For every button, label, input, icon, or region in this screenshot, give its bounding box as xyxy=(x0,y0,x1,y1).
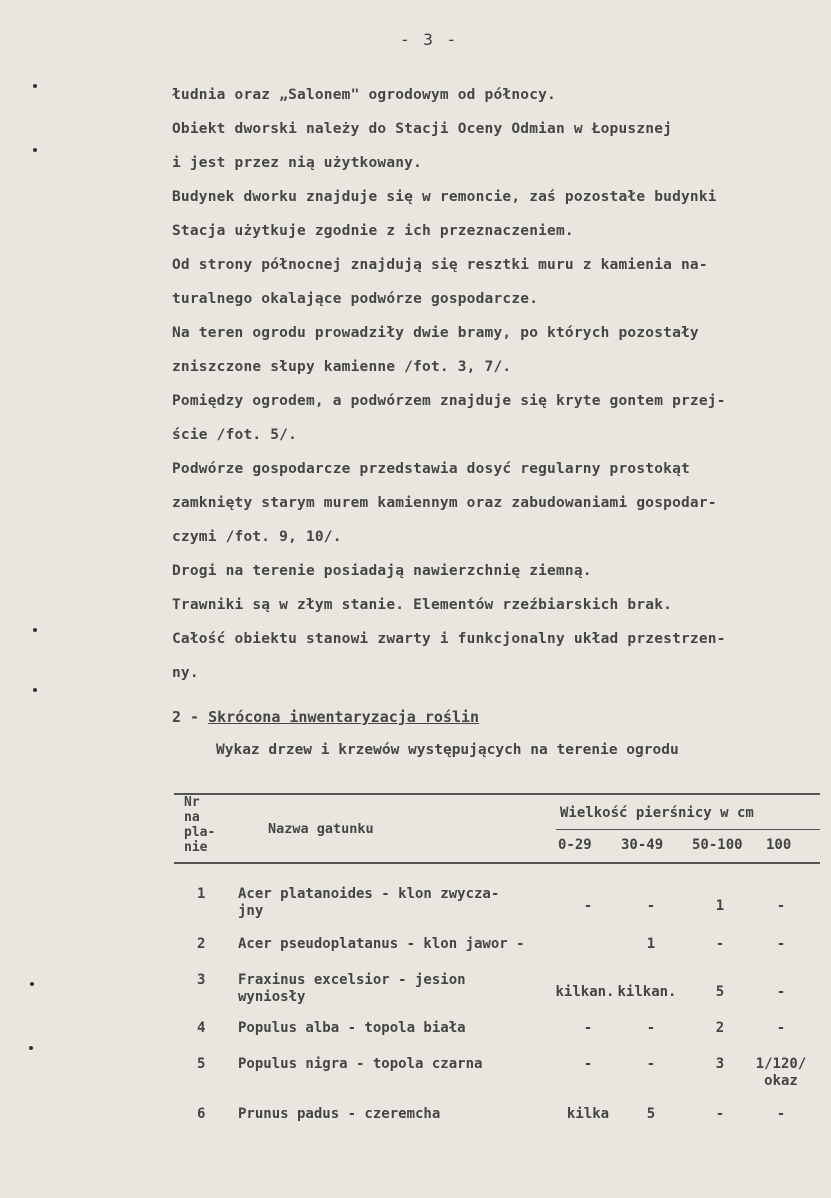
text-line: Na teren ogrodu prowadziły dwie bramy, po których pozostały xyxy=(172,325,699,341)
text-line: ście /fot. 5/. xyxy=(172,427,298,443)
text-line: Pomiędzy ogrodem, a podwórzem znajduje się kryte gontem przej- xyxy=(172,393,726,409)
diameter-value: 1 xyxy=(715,898,725,914)
text-line: Stacja użytkuje zgodnie z ich przeznaczeniem. xyxy=(172,223,574,239)
section-subtitle: Wykaz drzew i krzewów występujących na terenie ogrodu xyxy=(216,742,679,758)
table-subheader-rule xyxy=(556,829,820,830)
text-line: czymi /fot. 9, 10/. xyxy=(172,529,342,545)
species-name: Acer pseudoplatanus - klon jawor - xyxy=(238,936,525,952)
diameter-value: - xyxy=(583,1020,593,1036)
diameter-value: - xyxy=(646,1020,656,1036)
page-number: - 3 - xyxy=(400,30,459,49)
diameter-value: - xyxy=(776,1020,786,1036)
header-col-50-100: 50-100 xyxy=(692,837,743,853)
margin-dot xyxy=(33,688,37,692)
row-number: 6 xyxy=(197,1106,206,1122)
section-heading xyxy=(172,708,479,726)
body-text xyxy=(172,78,812,690)
diameter-value: - xyxy=(715,1106,725,1122)
header-nr: Nr na pla- nie xyxy=(184,795,216,855)
diameter-value: - xyxy=(776,984,786,1000)
text-line: Podwórze gospodarcze przedstawia dosyć regularny prostokąt xyxy=(172,461,690,477)
text-line: turalnego okalające podwórze gospodarcze. xyxy=(172,291,539,307)
diameter-value: 2 xyxy=(715,1020,725,1036)
text-line: Całość obiektu stanowi zwarty i funkcjonalny układ przestrzen- xyxy=(172,631,726,647)
margin-dot xyxy=(29,1046,33,1050)
diameter-value: kilka xyxy=(566,1106,610,1122)
diameter-value: 1 xyxy=(646,936,656,952)
diameter-value: 3 xyxy=(715,1056,725,1072)
diameter-value: - xyxy=(646,1056,656,1072)
diameter-value: - xyxy=(715,936,725,952)
table-top-rule xyxy=(174,793,820,795)
row-number: 1 xyxy=(197,886,206,902)
diameter-value: kilkan. xyxy=(555,984,615,1000)
header-col-100: 100 xyxy=(766,837,792,853)
text-line: Obiekt dworski należy do Stacji Oceny Odmian w Łopusznej xyxy=(172,121,673,137)
text-line: zniszczone słupy kamienne /fot. 3, 7/. xyxy=(172,359,512,375)
margin-dot xyxy=(30,982,34,986)
text-line: Od strony północnej znajdują się resztki muru z kamienia na- xyxy=(172,257,708,273)
text-line: Budynek dworku znajduje się w remoncie, zaś pozostałe budynki xyxy=(172,189,717,205)
text-line: zamknięty starym murem kamiennym oraz zabudowaniami gospodar- xyxy=(172,495,717,511)
header-name: Nazwa gatunku xyxy=(268,821,374,837)
diameter-value: - xyxy=(776,1106,786,1122)
row-number: 3 xyxy=(197,972,206,988)
text-line: i jest przez nią użytkowany. xyxy=(172,155,423,171)
section-title: Skrócona inwentaryzacja roślin xyxy=(208,708,480,726)
diameter-value: 1/120/ okaz xyxy=(755,1056,807,1089)
header-col-30-49: 30-49 xyxy=(621,837,664,853)
header-diameter: Wielkość pierśnicy w cm xyxy=(560,805,754,821)
diameter-value: - xyxy=(583,898,593,914)
text-line: Drogi na terenie posiadają nawierzchnię ziemną. xyxy=(172,563,592,579)
diameter-value: - xyxy=(646,898,656,914)
species-name: Fraxinus excelsior - jesion wyniosły xyxy=(238,972,466,1005)
row-number: 4 xyxy=(197,1020,206,1036)
section-prefix: 2 - xyxy=(172,708,209,726)
margin-dot xyxy=(33,84,37,88)
diameter-value: - xyxy=(776,936,786,952)
species-name: Populus alba - topola biała xyxy=(238,1020,466,1036)
diameter-value: 5 xyxy=(646,1106,656,1122)
diameter-value: - xyxy=(776,898,786,914)
species-name: Acer platanoides - klon zwycza- jny xyxy=(238,886,500,919)
margin-dot xyxy=(33,148,37,152)
table-header-bottom-rule xyxy=(174,862,820,864)
species-name: Prunus padus - czeremcha xyxy=(238,1106,441,1122)
text-line: Trawniki są w złym stanie. Elementów rzeźbiarskich brak. xyxy=(172,597,673,613)
row-number: 2 xyxy=(197,936,206,952)
diameter-value: kilkan. xyxy=(617,984,677,1000)
header-col-0-29: 0-29 xyxy=(558,837,592,853)
margin-dot xyxy=(33,628,37,632)
diameter-value: - xyxy=(583,1056,593,1072)
text-line: łudnia oraz „Salonem" ogrodowym od północy. xyxy=(172,87,556,103)
species-name: Populus nigra - topola czarna xyxy=(238,1056,483,1072)
row-number: 5 xyxy=(197,1056,206,1072)
text-line: ny. xyxy=(172,665,199,681)
diameter-value: 5 xyxy=(715,984,725,1000)
